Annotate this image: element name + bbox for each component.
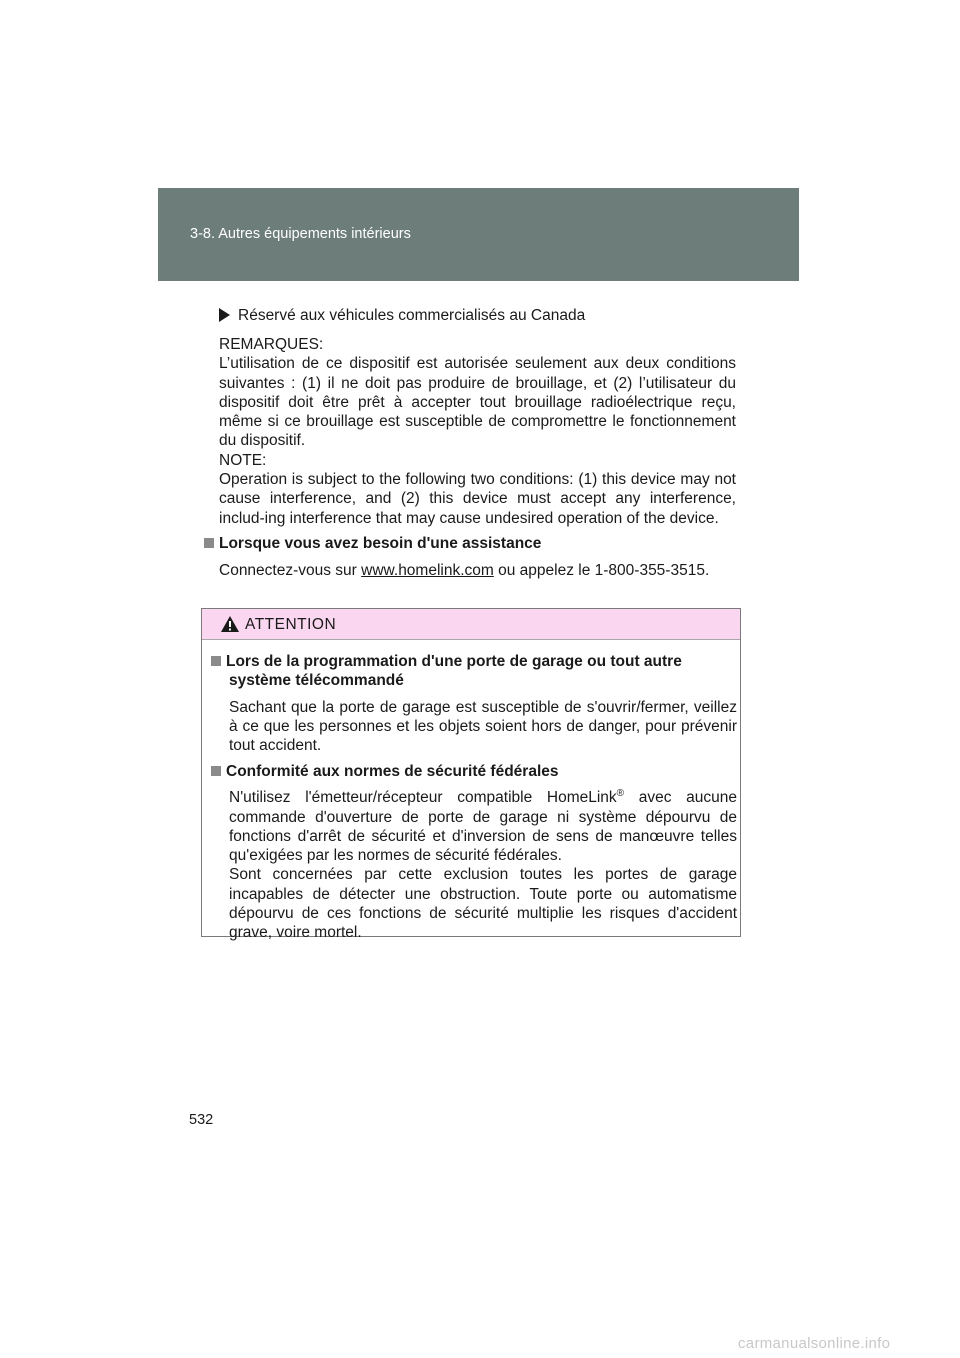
section-header-band <box>158 188 799 281</box>
pointer-triangle-icon <box>219 308 230 322</box>
attention-item-text: Sachant que la porte de garage est susceptible de s'ouvrir/fermer, veillez à ce que les personnes et les objets soient hors de danger, pour prévenir tout accident. <box>229 698 737 755</box>
watermark: carmanualsonline.info <box>738 1335 891 1352</box>
homelink-link[interactable]: www.homelink.com <box>361 562 494 579</box>
remarques-block <box>219 335 736 528</box>
remarques-text: L’utilisation de ce dispositif est autorisée seulement aux deux conditions suivantes : (1) il ne doit pas produire de brouillage, et (2) l’utilisateur du dispositif doit être prêt à accepter tout brouillage radioélectrique reçu, même si ce brouillage est susceptible de compromettre le fonctionnement du dispositif. <box>219 355 736 450</box>
attention-item-heading: Lors de la programmation d'une porte de garage ou tout autre système télécommandé <box>211 652 737 691</box>
attention-header <box>202 609 740 640</box>
assistance-text: Connectez-vous sur www.homelink.com ou appelez le 1-800-355-3515. <box>219 562 710 579</box>
note-text: Operation is subject to the following two conditions: (1) this device may not cause interference, and (2) this device must accept any interference, includ-ing interference that may cause undesired operation of the device. <box>219 471 736 527</box>
attention-item-heading: Conformité aux normes de sécurité fédérales <box>211 762 737 781</box>
bullet-square-icon <box>204 538 214 548</box>
remarques-title: REMARQUES: <box>219 336 324 353</box>
attention-item-text: Sont concernées par cette exclusion toutes les portes de garage incapables de détecter une obstruction. Toute porte ou automatisme dépourvu de ces fonctions de sécurité multiplie les risques d'accident grave, voire mortel. <box>229 866 737 942</box>
warning-triangle-icon <box>220 615 240 633</box>
bullet-square-icon <box>211 656 221 666</box>
attention-label: ATTENTION <box>245 616 337 633</box>
page-number: 532 <box>189 1112 214 1128</box>
bullet-square-icon <box>211 766 221 776</box>
attention-item-federal <box>211 762 737 943</box>
attention-item-programming <box>211 652 737 755</box>
assistance-heading: Lorsque vous avez besoin d'une assistance <box>204 534 541 553</box>
canada-note-label: Réservé aux véhicules commercialisés au Canada <box>219 307 585 325</box>
note-title: NOTE: <box>219 451 267 469</box>
section-title: 3-8. Autres équipements intérieurs <box>190 226 411 242</box>
attention-item-text: N'utilisez l'émetteur/récepteur compatible HomeLink® avec aucune commande d'ouverture de porte de garage ni système dépourvu de fonctions d'arrêt de sécurité et d'inversion de sens de manœuvre telles qu'exigées par les normes de sécurité fédérales. <box>229 788 737 865</box>
attention-box <box>201 608 741 942</box>
